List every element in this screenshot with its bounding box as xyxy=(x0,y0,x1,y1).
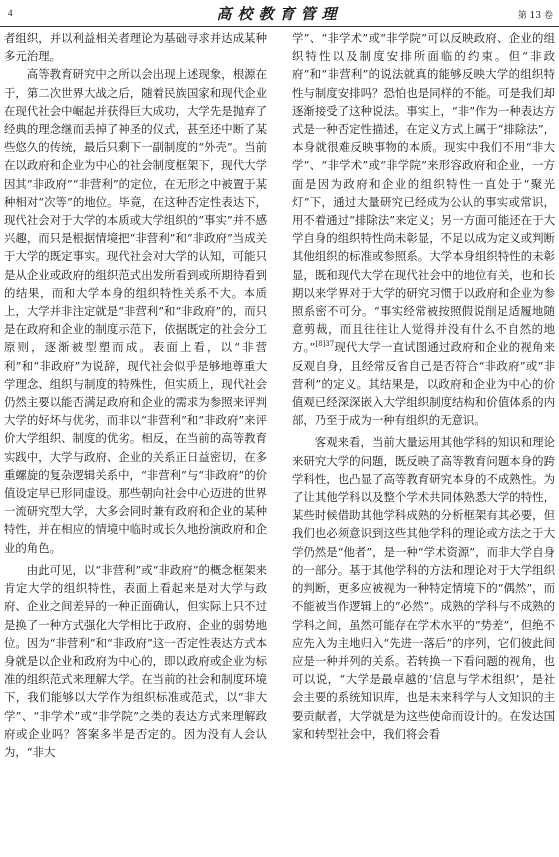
journal-title: 高校教育管理 xyxy=(216,5,343,23)
right-column xyxy=(292,29,555,855)
page-header xyxy=(0,0,559,27)
paragraph: 高等教育研究中之所以会出现上述现象，根源在于，第二次世界大战之后，随着民族国家和现代企业在现代社会中崛起并获得巨大成功，大学先是抛弃了经典的理念继而丢掉了神圣的仪式，甚至还中断了某些悠久的传统，最后只剩下一副制度的“外壳”。当前在以政府和企业为中心的社会制度框架下，现代大学因其“非政府”“非营利”的定位，在无形之中被置于某种相对“次等”的地位。毕竟，在这种否定性表达下，现代社会对于大学的本质或大学组织的“事实”并不感兴趣，而只是根据情境把“非营利”和“非政府”当成关于大学的既定事实。现代社会对大学的认知，可能只是从企业或政府的组织范式出发所看到或所期待看到的结果，而和大学本身的组织特性关系不大。本质上，大学并非注定就是“非营利”和“非政府”的，而只是在政府和企业的制度示范下，依据既定的社会分工原则，逐渐被型塑而成。表面上看，以“非营利”和“非政府”为说辞，现代社会似乎是够地尊重大学理念、组织与制度的特殊性，但实质上，现代社会仍然主要以能否满足政府和企业的需求为参照来评判大学的好坏与优劣，而非以“非营利”和“非政府”来评价大学组织、制度的优劣。相反，在当前的高等教育实践中，大学与政府、企业的关系正日益密切，在多重螺旋的复杂逻辑关系中，“非营利”与“非政府”的价值设定早已形同虚设。那些朝向社会中心迈进的世界一流研究型大学，大多会同时兼有政府和企业的某种特性，并在相应的情境中临时或长久地扮演政府和企业的角色。 xyxy=(4,67,267,555)
paragraph: 者组织，并以利益相关者理论为基础寻求并达成某种多元治理。 xyxy=(4,31,267,64)
paragraph: 由此可见，以“非营利”或“非政府”的概念框架来肯定大学的组织特性，表面上看起来是对大学与政府、企业之间差异的一种正面确认，但实际上只不过是换了一种方式强化大学相比于政府、企业的弱势地位。因为“非营利”和“非政府”这一否定性表达方式本身就是以企业和政府为中心的，即以政府或企业为标准的组织范式来理解大学。在当前的社会和制度环境下，我们能够以大学作为组织标准或范式，以“非大学”、“非学术”或“非学院”之类的表达方式来理解政府或企业吗？答案多半是否定的。因为没有人会认为，“非大 xyxy=(4,562,267,759)
paragraph-text-tail: 现代大学一直试图通过政府和企业的视角来反观自身，且经常反省自己是否符合“非政府”或“非营利”的定义。其结果是，以政府和企业为中心的价值观已经深深嵌入大学组织制度结构和价值体系的内部，乃至于成为一种有组织的无意识。 xyxy=(292,340,555,428)
paragraph: 客观来看，当前大量运用其他学科的知识和理论来研究大学的问题，既反映了高等教育问题本身的跨学科性，也凸显了高等教育研究本身的不成熟性。为了让其他学科以及整个学术共同体熟悉大学的特性，某些时候借助其他学科成熟的分析框架有其必要，但我们也必须意识到这些其他学科的理论或方法之于大学仍然是“他者”，是一种“学术资源”，而非大学自身的一部分。基于其他学科的方法和理论对于大学组织的判断，更多应被视为一种特定情境下的“偶然”，而不能被当作逻辑上的“必然”。成熟的学科与不成熟的学科之间，虽然可能存在学术水平的“势差”，但绝不应先入为主地归入“先进一落后”的序列，它们彼此间应是一种并列的关系。若转换一下看问题的视角，也可以说，“大学是最卓越的‘信息与学术组织’，是社会主要的系统知识库，也是未来科学与人文知识的主要贡献者，大学就是为这些使命而设计的。在发达国家和转型社会中，我们将会看 xyxy=(292,435,555,741)
citation-ref: [8]37 xyxy=(315,340,335,349)
paragraph xyxy=(292,29,555,429)
left-column xyxy=(4,29,267,855)
volume-label: 第 13 卷 xyxy=(517,11,553,21)
paragraph-text: 学”、“非学术”或“非学院”可以反映政府、企业的组织特性以及制度安排所面临的约束。但“非政府”和“非营利”的说法就真的能够反映大学的组织特性与制度安排吗？恐怕也是同样的不能。可是我们却逐渐接受了这种说法。事实上，“非”作为一种表达方式是一种否定性描述，在定义方式上属于“排除法”，本身就很难反映事物的本质。现实中我们不用“非大学”、“非学术”或“非学院”来形容政府和企业，一方面是因为政府和企业的组织特性一直处于“聚光灯”下，通过大量研究已经成为公认的事实或常识，用不着通过“排除法”来定义；另一方面可能还在于大学自身的组织特性尚未彰显，不足以成为定义或判断其他组织的标准或参照系。大学本身组织特性的未彰显，既和现代大学在现代社会中的地位有关，也和长期以来学界对于大学的研究习惯于以政府和企业为参照系密不可分。“事实经常被按照假说削足适履地随意剪裁，而且往往让人觉得并没有什么不自然的地方。” xyxy=(292,31,555,355)
page-number: 4 xyxy=(8,8,13,18)
